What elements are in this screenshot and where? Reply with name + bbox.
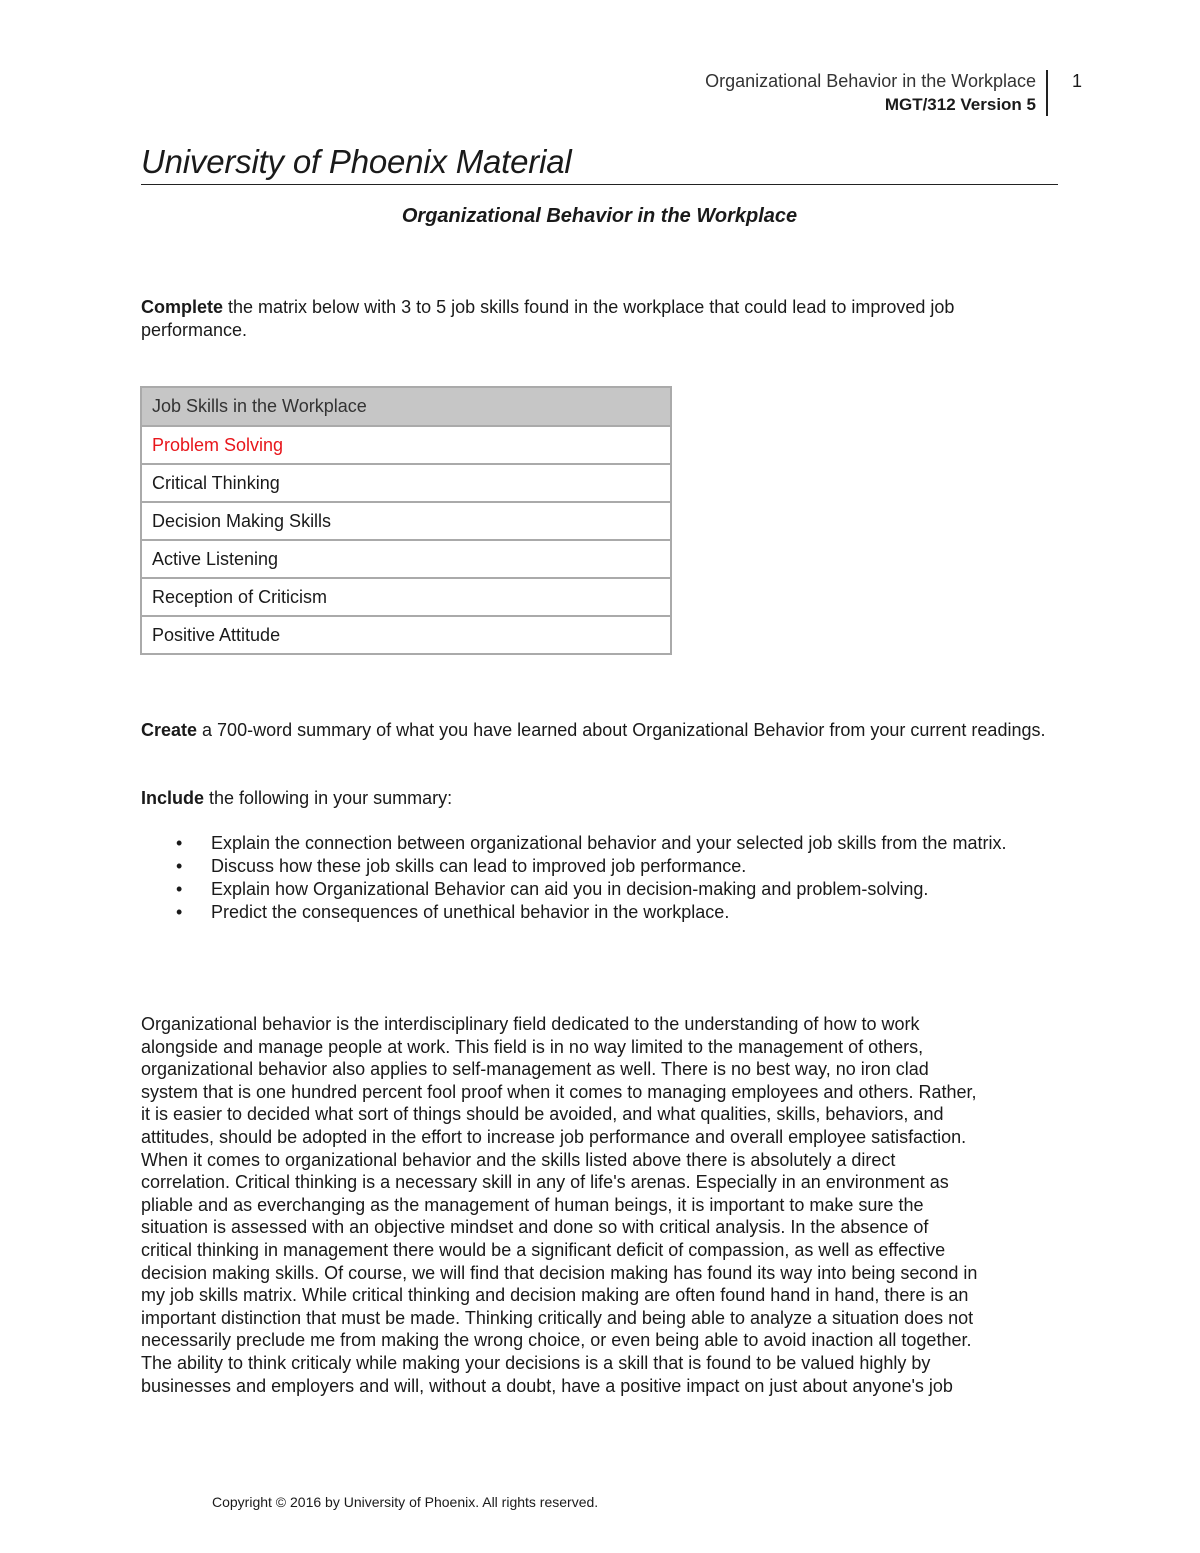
bullet-text: Explain the connection between organizational behavior and your selected job skills from the matrix. [211,833,1007,853]
skill-cell-critical-thinking: Critical Thinking [141,464,671,502]
complete-bold: Complete [141,297,224,317]
list-item [141,878,1041,901]
bullet-icon: • [176,856,183,876]
bullet-text: Discuss how these job skills can lead to improved job performance. [211,856,747,876]
complete-instruction [141,296,1051,342]
table-row [141,540,671,578]
bullet-text: Predict the consequences of unethical behavior in the workplace. [211,902,730,922]
table-header-cell: Job Skills in the Workplace [141,387,671,426]
skill-cell-problem-solving: Problem Solving [141,426,671,464]
header-course-code: MGT/312 Version 5 [884,95,1036,114]
list-item [141,832,1041,855]
create-text: a 700-word summary of what you have learned about Organizational Behavior from your current readings. [197,720,1046,740]
page-number: 1 [1072,71,1083,91]
table-row [141,502,671,540]
skill-cell-active-listening: Active Listening [141,540,671,578]
bullet-text: Explain how Organizational Behavior can aid you in decision-making and problem-solving. [211,879,929,899]
list-item [141,855,1041,878]
include-instruction [141,787,1051,810]
table-row [141,426,671,464]
page-header [705,70,1048,116]
table-row [141,578,671,616]
bullet-icon: • [176,902,183,922]
complete-text: the matrix below with 3 to 5 job skills found in the workplace that could lead to improved job performance. [141,297,955,340]
job-skills-table [140,386,672,655]
include-bold: Include [141,788,205,808]
skill-cell-decision-making: Decision Making Skills [141,502,671,540]
document-title: University of Phoenix Material [141,142,1058,185]
table-row [141,464,671,502]
skill-cell-positive-attitude: Positive Attitude [141,616,671,654]
bullet-icon: • [176,879,183,899]
copyright-footer: Copyright © 2016 by University of Phoenix. All rights reserved. [212,1494,599,1510]
create-instruction [141,719,1051,742]
essay-body: Organizational behavior is the interdisciplinary field dedicated to the understanding of how to work alongside and manage people at work. This field is in no way limited to the management of others, organizational behavior also applies to self-management as well. There is no best way, no iron clad system that is one hundred percent fool proof when it comes to managing employees and others. Rather, it is easier to decided what sort of things should be avoided, and what qualities, skills, behaviors, and attitudes, should be adopted in the effort to increase job performance and overall employee satisfaction. When it comes to organizational behavior and the skills listed above there is absolutely a direct correlation. Critical thinking is a necessary skill in any of life's arenas. Especially in an environment as pliable and as everchanging as the management of human beings, it is important to make sure the situation is assessed with an objective mindset and done so with critical analysis. In the absence of critical thinking in management there would be a significant deficit of compassion, as well as effective decision making skills. Of course, we will find that decision making has found its way into being second in my job skills matrix. While critical thinking and decision making are often found hand in hand, there is an important distinction that must be made. Thinking critically and being able to analyze a situation does not necessarily preclude me from making the wrong choice, or even being able to avoid inaction all together. The ability to think criticaly while making your decisions is a skill that is found to be valued highly by businesses and employers and will, without a doubt, have a positive impact on just about anyone's job [141,1014,978,1396]
skill-cell-reception-of-criticism: Reception of Criticism [141,578,671,616]
table-header-row [141,387,671,426]
include-text: the following in your summary: [204,788,453,808]
requirements-list [141,832,1041,924]
list-item [141,901,1041,924]
bullet-icon: • [176,833,183,853]
header-course-title: Organizational Behavior in the Workplace [705,71,1036,91]
table-row [141,616,671,654]
create-bold: Create [141,720,198,740]
document-subtitle: Organizational Behavior in the Workplace [401,205,798,227]
